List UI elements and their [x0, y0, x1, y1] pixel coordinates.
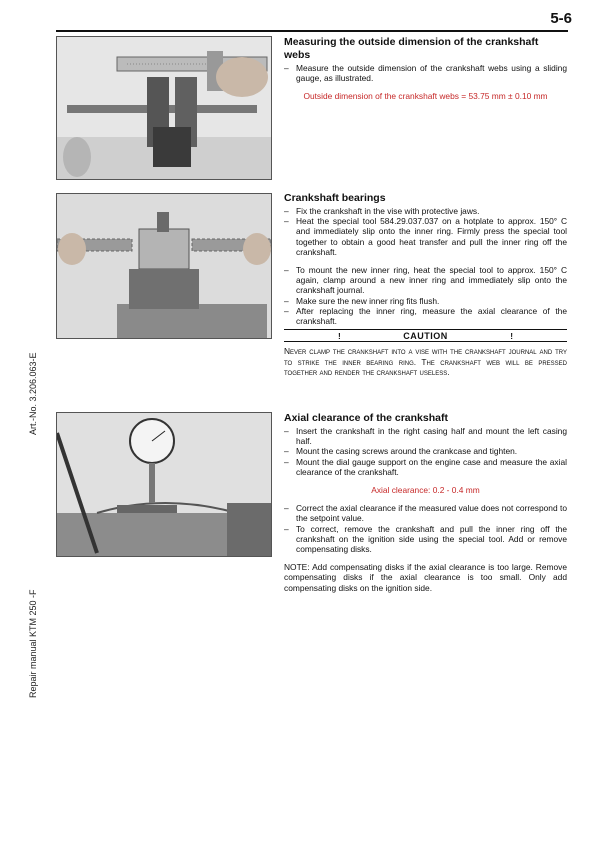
section-outside-dimension: [284, 36, 567, 110]
spec-value: Axial clearance: 0.2 - 0.4 mm: [371, 485, 480, 496]
step: – Fix the crankshaft in the vise with protective jaws.: [284, 206, 567, 216]
section-title: Measuring the outside dimension of the crankshaft webs: [284, 36, 539, 61]
caution-label: CAUTION: [403, 330, 448, 341]
step: – Insert the crankshaft in the right casing half and mount the left casing half.: [284, 426, 567, 446]
header-rule: [56, 30, 568, 32]
step: – Mount the dial gauge support on the engine case and measure the axial clearance of the crankshaft.: [284, 457, 567, 477]
section-axial-clearance: [284, 412, 567, 593]
photo-crankshaft-measurement: [56, 36, 272, 180]
article-number: Art.-No. 3.206.063-E: [28, 352, 38, 435]
page-number: 5-6: [550, 10, 572, 27]
step: – Make sure the new inner ring fits flush.: [284, 296, 567, 306]
section-title: Axial clearance of the crankshaft: [284, 412, 448, 424]
caution-mark-left: !: [338, 330, 341, 341]
caution-banner: [284, 329, 567, 342]
step: – After replacing the inner ring, measure the axial clearance of the crankshaft.: [284, 306, 567, 326]
note-text: NOTE: Add compensating disks if the axial clearance is too large. Remove compensating disks if the axial clearance is too small. Only add compensating disks on the ignition side.: [284, 562, 567, 593]
step: – Measure the outside dimension of the crankshaft webs using a sliding gauge, as illustrated.: [284, 63, 567, 83]
section-title: Crankshaft bearings: [284, 192, 386, 204]
step: – To correct, remove the crankshaft and pull the inner ring off the crankshaft on the ignition side using the special tool. Add or remove compensating disks.: [284, 524, 567, 555]
caution-mark-right: !: [510, 330, 513, 341]
photo-crankshaft-bearings: [56, 193, 272, 339]
step: – To mount the new inner ring, heat the special tool to approx. 150° C again, clamp around a new inner ring and immediately slip onto the crankshaft journal.: [284, 265, 567, 296]
spec-value: Outside dimension of the crankshaft webs = 53.75 mm ± 0.10 mm: [303, 91, 548, 102]
step: – Correct the axial clearance if the measured value does not correspond to the setpoint value.: [284, 503, 567, 523]
manual-title: Repair manual KTM 250 -F: [28, 589, 38, 698]
step: – Mount the casing screws around the crankcase and tighten.: [284, 446, 567, 456]
section-crankshaft-bearings: [284, 192, 567, 378]
photo-dial-gauge: [56, 412, 272, 557]
step: – Heat the special tool 584.29.037.037 on a hotplate to approx. 150° C and immediately slip onto the inner ring. Firmly press the special tool together to obtain a good heat transfer and pull the inner ring off the crankshaft.: [284, 216, 567, 257]
caution-text: Never clamp the crankshaft into a vise with the crankshaft journal and try to strike the inner bearing ring. The crankshaft web will be pressed together and render the crankshaft useless.: [284, 346, 567, 378]
